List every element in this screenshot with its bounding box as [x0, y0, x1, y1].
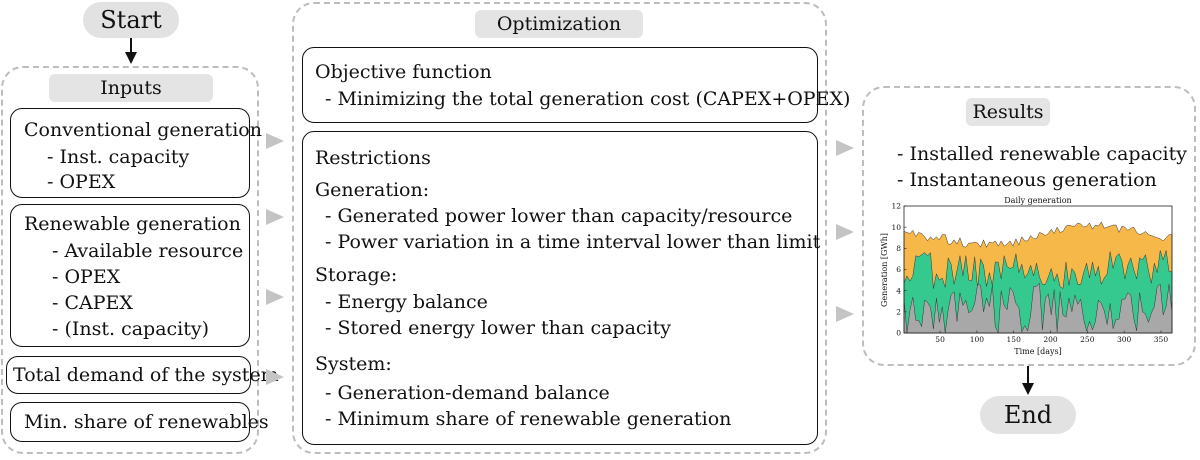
results-item: - Installed renewable capacity: [897, 143, 1187, 165]
arrow-demand-to-optimization: [266, 369, 284, 385]
min-share-label: Min. share of renewables: [24, 411, 269, 433]
objective-function-box: [302, 47, 818, 123]
end-arrow-head: [1022, 383, 1034, 395]
arrow-optimization-to-results: [836, 224, 854, 240]
objective-function-title: Objective function: [315, 61, 492, 83]
storage-item: - Energy balance: [325, 291, 488, 313]
optimization-title: Optimization: [475, 10, 643, 38]
inputs-title: Inputs: [49, 74, 213, 102]
x-tick-label: 250: [1080, 335, 1095, 344]
y-tick-label: 6: [896, 265, 901, 275]
conventional-item: - Inst. capacity: [47, 146, 190, 168]
start-arrow-head: [125, 52, 137, 64]
chart-ylabel: Generation [GWh]: [880, 233, 889, 307]
objective-item: - Minimizing the total generation cost (CAPEX+OPEX): [325, 88, 851, 110]
generation-heading: Generation:: [315, 179, 430, 201]
chart-xlabel: Time [days]: [1014, 347, 1062, 356]
end-arrow-line: [1027, 366, 1029, 384]
arrow-conventional-to-optimization: [266, 133, 284, 149]
generation-item: - Power variation in a time interval lower than limit: [325, 231, 821, 253]
x-tick-label: 150: [1006, 335, 1021, 344]
chart-title: Daily generation: [1004, 196, 1072, 205]
storage-item: - Stored energy lower than capacity: [325, 317, 671, 339]
x-tick-label: 100: [969, 335, 985, 344]
renewable-item: - CAPEX: [52, 292, 133, 314]
x-tick-label: 350: [1153, 335, 1169, 344]
x-tick-label: 50: [935, 335, 945, 344]
total-demand-label: Total demand of the system: [13, 364, 279, 386]
start-arrow-line: [130, 38, 132, 52]
renewable-generation-title: Renewable generation: [24, 213, 241, 235]
conventional-item: - OPEX: [47, 171, 116, 193]
results-item: - Instantaneous generation: [897, 169, 1157, 191]
chart-areas: [904, 222, 1172, 333]
renewable-item: - OPEX: [52, 266, 121, 288]
x-tick-label: 200: [1043, 335, 1058, 344]
system-item: - Minimum share of renewable generation: [325, 408, 732, 430]
generation-item: - Generated power lower than capacity/resource: [325, 205, 793, 227]
start-node: Start: [83, 2, 179, 38]
daily-generation-chart: [872, 194, 1184, 360]
restrictions-title: Restrictions: [315, 147, 431, 169]
y-tick-label: 4: [896, 286, 901, 296]
y-tick-label: 2: [896, 307, 901, 317]
arrow-optimization-to-results: [836, 306, 854, 322]
x-tick-label: 300: [1116, 335, 1132, 344]
y-tick-label: 10: [891, 222, 901, 232]
y-tick-label: 8: [896, 243, 901, 253]
arrow-optimization-to-results: [836, 140, 854, 156]
y-tick-label: 12: [891, 201, 901, 211]
system-heading: System:: [315, 353, 392, 375]
results-title: Results: [966, 98, 1050, 126]
system-item: - Generation-demand balance: [325, 382, 610, 404]
conventional-generation-title: Conventional generation: [24, 119, 262, 141]
y-tick-label: 0: [896, 328, 901, 338]
arrow-renewable-to-optimization: [266, 209, 284, 225]
renewable-item: - Available resource: [52, 240, 244, 262]
storage-heading: Storage:: [315, 264, 398, 286]
end-node: End: [980, 396, 1076, 434]
arrow-renewable-to-optimization: [266, 289, 284, 305]
renewable-item: - (Inst. capacity): [52, 318, 210, 340]
